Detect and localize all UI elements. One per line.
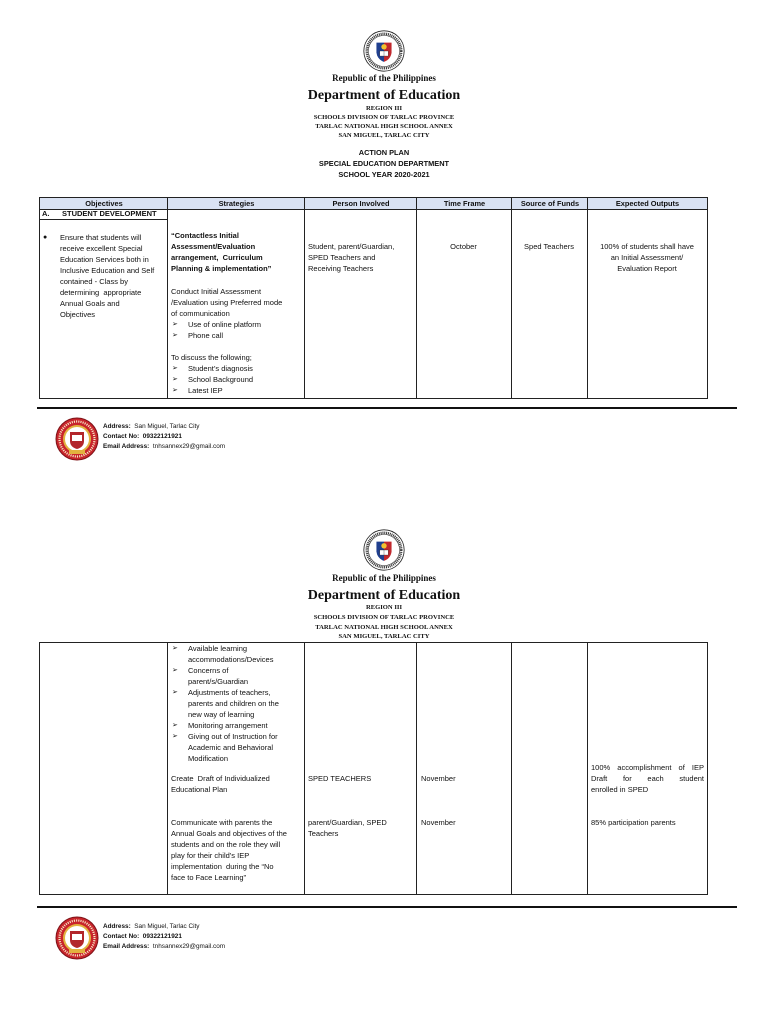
arrow-bullet-icon: ➢ [172,332,178,339]
section-label: STUDENT DEVELOPMENT [62,209,157,218]
person-line: SPED Teachers and [308,253,376,262]
bullet-item [171,374,304,385]
strategy-line: students and on the role they will [171,840,281,849]
strategy-line: Conduct Initial Assessment [171,287,262,296]
logo-banner [69,450,85,454]
bullet-item [171,665,304,687]
column-divider [587,643,588,894]
arrow-bullet-icon: ➢ [172,689,178,696]
time-frame: October [450,242,477,251]
person-line: Student, parent/Guardian, [308,242,395,251]
bullet-item [171,687,304,720]
bullet-item [171,720,304,731]
footer-contact [103,422,225,452]
person-involved [308,241,394,274]
footer-rule [37,407,737,409]
letterhead-department: Department of Education [307,88,461,103]
address-value: San Miguel, Tarlac City [134,423,200,430]
school-logo [55,417,99,461]
person-involved-communication [308,817,387,839]
expected-output-line: an Initial Assessment/ [610,253,684,262]
bullet-item-line: parent/s/Guardian [188,677,249,686]
address-label: Address: [103,923,131,930]
bullet-item-line: new way of learning [188,710,255,719]
bullet-item-line: Available learning [188,644,248,653]
bullet-item [171,385,304,396]
bullet-item-line: Concerns of [188,666,229,675]
strategy-line: Educational Plan [171,785,228,794]
email-value: tnhsannex29@gmail.com [152,443,226,450]
bullet-item [171,643,304,665]
discussion-topic-list [171,363,304,396]
bullet-item [171,319,304,330]
bullet-item-line: accommodations/Devices [188,655,274,664]
strategy-line: /Evaluation using Preferred mode [171,298,283,307]
action-plan-table [39,197,708,399]
person-line: parent/Guardian, SPED [308,818,387,827]
bullet-item-line: parents and children on the [188,699,279,708]
expected-output-line: 100% of students shall have [600,242,694,251]
strategy-title-line: Assessment/Evaluation [171,242,256,251]
contact-label: Contact No: [103,433,140,440]
strategy-line: face to Face Learning” [171,873,247,882]
letterhead-location: SAN MIGUEL, TARLAC CITY [338,633,430,640]
time-frame-communication: November [421,818,456,827]
person-line: SPED TEACHERS [308,774,372,783]
footer-contact [103,922,225,952]
arrow-bullet-icon: ➢ [172,387,178,394]
bullet-item-line: Phone call [188,331,224,340]
objective-line: contained - Class by [60,277,128,286]
column-header-person-involved: Person Involved [332,199,390,208]
column-divider [587,198,588,398]
footer-rule [37,906,737,908]
bullet-item-line: School Background [188,375,254,384]
strategy-line: of communication [171,309,230,318]
bullet-item-line: Use of online platform [188,320,261,329]
objective-line: Ensure that students will [60,233,142,242]
strategy-line: Annual Goals and objectives of the [171,829,287,838]
letterhead-republic: Republic of the Philippines [332,73,436,83]
bullet-item-line: Adjustments of teachers, [188,688,271,697]
bullet-item-line: Modification [188,754,229,763]
time-frame-iep-draft: November [421,774,456,783]
letterhead-school: TARLAC NATIONAL HIGH SCHOOL ANNEX [315,624,453,631]
person-line: Receiving Teachers [308,264,374,273]
objective-line: Education Services both in [60,255,149,264]
objective-line: determining appropriate [60,288,142,297]
letterhead-republic: Republic of the Philippines [332,573,436,583]
discuss-intro: To discuss the following; [171,353,252,362]
letterhead-division: SCHOOLS DIVISION OF TARLAC PROVINCE [313,114,455,121]
bullet-item-line: Academic and Behavioral [188,743,274,752]
column-header-expected-outputs: Expected Outputs [615,199,680,208]
objective-line: receive excellent Special [60,244,143,253]
source-of-funds: Sped Teachers [524,242,574,251]
objective-line: Objectives [60,310,96,319]
letterhead-region: REGION III [365,105,403,112]
email-label: Email Address: [103,443,150,450]
arrow-bullet-icon: ➢ [172,365,178,372]
column-divider [167,198,168,398]
column-header-strategies: Strategies [218,199,255,208]
person-involved-iep-draft [308,773,371,784]
seal-sun [381,44,386,49]
expected-output-line: 85% participation parents [591,818,676,827]
discussion-topic-list-continued [171,643,304,764]
letterhead-school: TARLAC NATIONAL HIGH SCHOOL ANNEX [315,123,453,130]
strategy-line: Create Draft of Individualized [171,774,270,783]
seal-sun [381,543,386,548]
strategy-title [171,230,271,274]
contact-label: Contact No: [103,933,140,940]
strategy-title-line: “Contactless Initial [171,231,239,240]
document-department: SPECIAL EDUCATION DEPARTMENT [318,159,450,168]
expected-output-line: Evaluation Report [617,264,677,273]
expected-output-line: Draft for each student [591,774,704,783]
column-header-objectives: Objectives [85,199,123,208]
footer-contact-number [103,432,225,442]
expected-output-line: enrolled in SPED [591,785,649,794]
arrow-bullet-icon: ➢ [172,376,178,383]
document-title: ACTION PLAN [358,148,410,157]
strategy-create-iep-draft [171,773,270,795]
communication-mode-list [171,319,304,341]
strategy-communicate-parents [171,817,287,883]
strategy-title-line: arrangement, Curriculum [171,253,263,262]
strategy-line: Communicate with parents the [171,818,273,827]
expected-output-iep-draft [591,762,704,795]
email-label: Email Address: [103,943,150,950]
column-header-source-of-funds: Source of Funds [520,199,580,208]
footer-address [103,422,225,432]
logo-banner [69,949,85,953]
bullet-item [171,330,304,341]
letterhead-department: Department of Education [307,588,461,603]
footer-address [103,922,225,932]
document-school-year: SCHOOL YEAR 2020-2021 [338,170,430,179]
arrow-bullet-icon: ➢ [172,645,178,652]
deped-seal [363,30,405,72]
bullet-item [171,731,304,764]
expected-output-line: 100% accomplishment of IEP [591,763,704,772]
action-plan-table-continued [39,642,708,895]
column-divider [416,198,417,398]
column-header-time-frame: Time Frame [443,199,486,208]
strategy-conduct-assessment [171,286,282,319]
address-value: San Miguel, Tarlac City [134,923,200,930]
column-divider [416,643,417,894]
strategy-line: play for their child’s IEP [171,851,250,860]
arrow-bullet-icon: ➢ [172,321,178,328]
footer-email [103,942,225,952]
deped-seal [363,529,405,571]
bullet-item-line: Latest IEP [188,386,223,395]
contact-value: 09322121921 [142,933,182,940]
column-divider [167,643,168,894]
objective-text [60,232,154,320]
expected-output [587,241,707,274]
footer-contact-number [103,932,225,942]
person-line: Teachers [308,829,339,838]
arrow-bullet-icon: ➢ [172,667,178,674]
expected-output-communication [591,817,676,828]
letterhead-location: SAN MIGUEL, TARLAC CITY [338,132,430,139]
section-divider [40,219,167,220]
logo-book [72,435,82,441]
column-divider [304,643,305,894]
column-divider [511,643,512,894]
logo-book [72,934,82,940]
column-divider [304,198,305,398]
footer-email [103,442,225,452]
bullet-item-line: Student’s diagnosis [188,364,253,373]
objective-bullet-icon: ● [43,234,48,241]
email-value: tnhsannex29@gmail.com [152,943,226,950]
arrow-bullet-icon: ➢ [172,733,178,740]
bullet-item-line: Giving out of Instruction for [188,732,278,741]
strategy-line: implementation during the “No [171,862,274,871]
objective-line: Inclusive Education and Self [60,266,155,275]
bullet-item [171,363,304,374]
contact-value: 09322121921 [142,433,182,440]
school-logo [55,916,99,960]
letterhead-region: REGION III [365,604,403,611]
bullet-item-line: Monitoring arrangement [188,721,268,730]
section-letter: A. [42,209,50,218]
letterhead-division: SCHOOLS DIVISION OF TARLAC PROVINCE [313,614,455,621]
objective-line: Annual Goals and [60,299,120,308]
column-divider [511,198,512,398]
address-label: Address: [103,423,131,430]
arrow-bullet-icon: ➢ [172,722,178,729]
strategy-title-line: Planning & implementation” [171,264,272,273]
